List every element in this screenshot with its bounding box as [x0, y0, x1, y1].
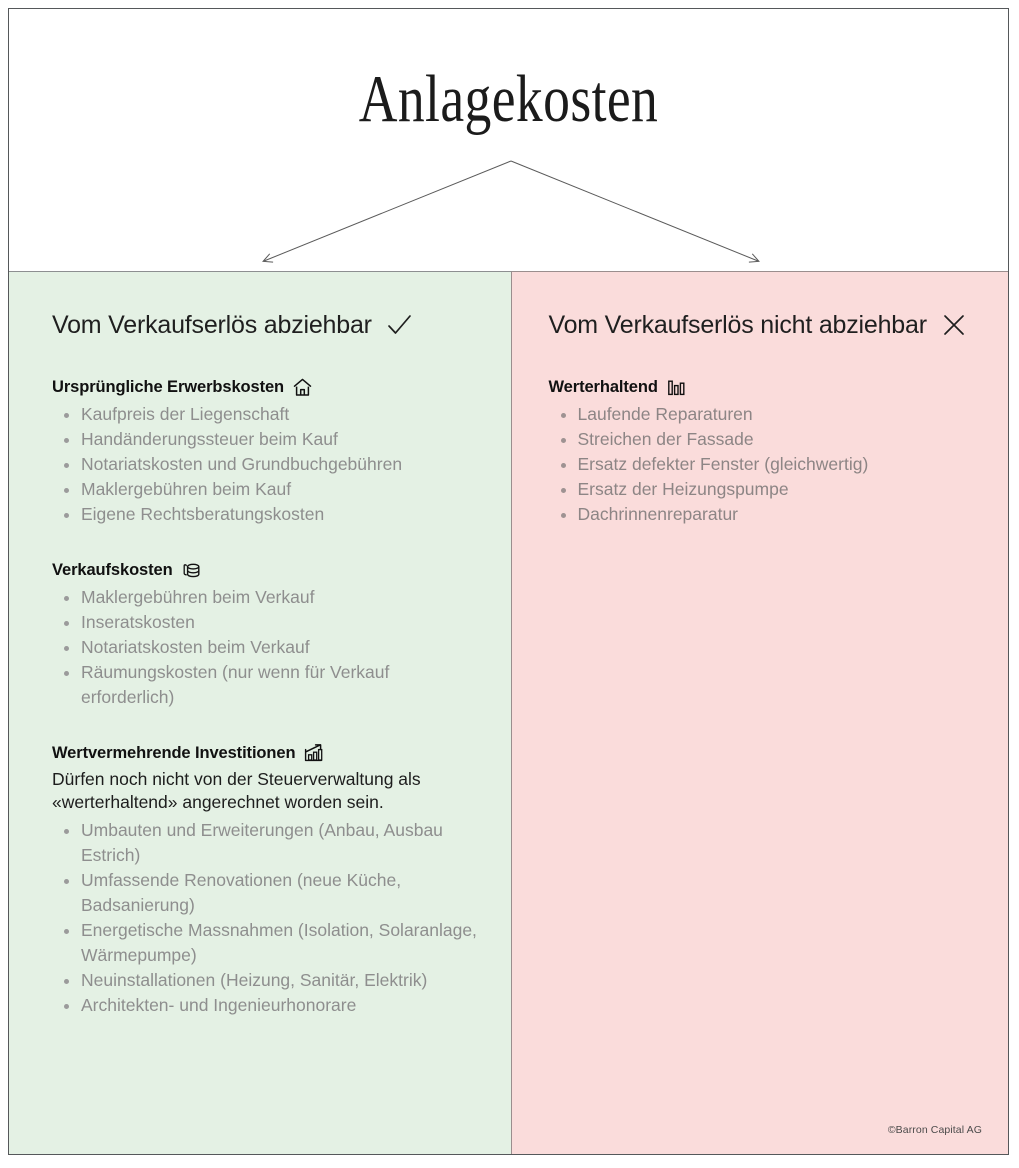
- comparison-columns: [9, 271, 1008, 1155]
- non-deductible-heading-label: Vom Verkaufserlös nicht abziehbar: [548, 311, 927, 339]
- section-title-label: Werterhaltend: [548, 378, 658, 396]
- list-item: Notariatskosten und Grundbuchgebühren: [52, 452, 481, 477]
- list-item: Ersatz der Heizungspumpe: [549, 477, 978, 502]
- list-item: Architekten- und Ingenieurhonorare: [52, 993, 481, 1018]
- chart-increasing-icon: [303, 743, 324, 764]
- bar-chart-icon: [666, 377, 687, 398]
- list-item: Kaufpreis der Liegenschaft: [52, 402, 481, 427]
- house-icon: [292, 377, 313, 398]
- list-item: Handänderungssteuer beim Kauf: [52, 427, 481, 452]
- section-selling-costs: [52, 559, 481, 710]
- list-item: Maklergebühren beim Kauf: [52, 477, 481, 502]
- list-item: Inseratskosten: [52, 610, 481, 635]
- section-value-preserving: [549, 376, 983, 527]
- checkmark-icon: [385, 311, 413, 339]
- section-value-adding-investments: [52, 742, 481, 1018]
- list-item: Dachrinnenreparatur: [549, 502, 978, 527]
- cross-icon: [940, 311, 968, 339]
- section-acquisition-costs: [52, 376, 481, 527]
- infographic-card: [8, 8, 1009, 1155]
- list-item: Umfassende Renovationen (neue Küche, Badsanierung): [52, 868, 481, 918]
- header-zone: [9, 9, 1008, 271]
- list-item: Notariatskosten beim Verkauf: [52, 635, 481, 660]
- section-item-list: [549, 402, 983, 527]
- deductible-panel: [9, 271, 512, 1155]
- section-item-list: [52, 585, 481, 710]
- list-item: Laufende Reparaturen: [549, 402, 978, 427]
- list-item: Ersatz defekter Fenster (gleichwertig): [549, 452, 978, 477]
- section-title-label: Ursprüngliche Erwerbskosten: [52, 378, 285, 396]
- section-title: [52, 376, 481, 398]
- non-deductible-panel: [512, 271, 1009, 1155]
- list-item: Räumungskosten (nur wenn für Verkauf erforderlich): [52, 660, 481, 710]
- section-item-list: [52, 402, 481, 527]
- coins-stack-icon: [181, 560, 202, 581]
- branching-arrows-icon: [9, 9, 1009, 271]
- deductible-heading: [52, 310, 481, 340]
- non-deductible-heading: [549, 310, 983, 340]
- list-item: Umbauten und Erweiterungen (Anbau, Ausbau Estrich): [52, 818, 481, 868]
- section-note: Dürfen noch nicht von der Steuerverwaltung als «werterhaltend» angerechnet worden sein.: [52, 769, 421, 812]
- list-item: Eigene Rechtsberatungskosten: [52, 502, 481, 527]
- section-title-label: Wertvermehrende Investitionen: [52, 744, 296, 762]
- section-title: [549, 376, 983, 398]
- list-item: Energetische Massnahmen (Isolation, Solaranlage, Wärmepumpe): [52, 918, 481, 968]
- section-title: [52, 742, 481, 764]
- page-title: Anlagekosten: [358, 62, 659, 136]
- section-title-label: Verkaufskosten: [52, 561, 173, 579]
- copyright-credit: ©Barron Capital AG: [887, 1124, 982, 1136]
- deductible-heading-label: Vom Verkaufserlös abziehbar: [52, 311, 372, 339]
- list-item: Neuinstallationen (Heizung, Sanitär, Elektrik): [52, 968, 481, 993]
- section-title: [52, 559, 481, 581]
- list-item: Maklergebühren beim Verkauf: [52, 585, 481, 610]
- section-item-list: [52, 818, 481, 1018]
- list-item: Streichen der Fassade: [549, 427, 978, 452]
